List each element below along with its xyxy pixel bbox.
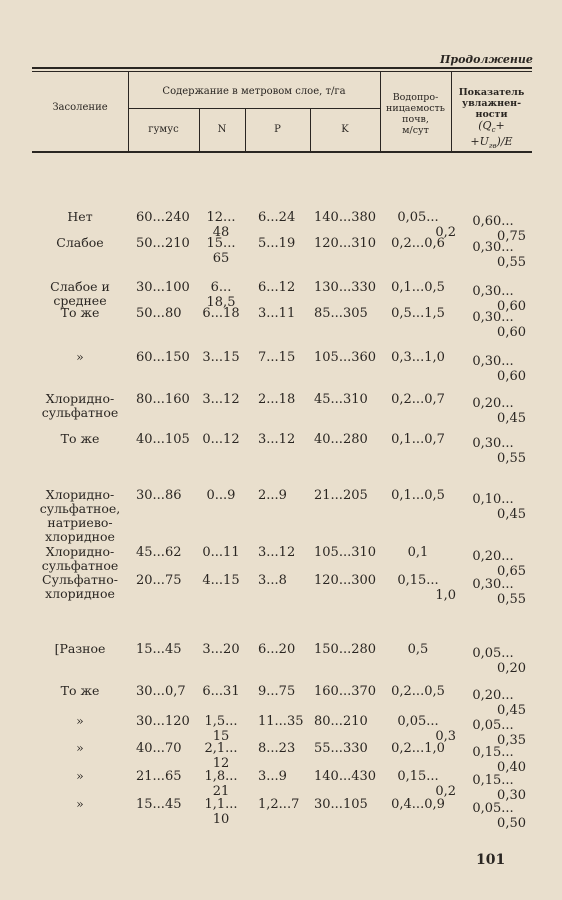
row-p-cell: 3...11 (258, 306, 296, 321)
row-salinity: » (76, 740, 84, 755)
row-salinity: [Разное (54, 641, 106, 656)
row-p-cell: 8...23 (258, 741, 296, 756)
row-k-cell: 120...310 (314, 236, 377, 251)
row-water-cell: 0,15... 0,2 (397, 769, 456, 799)
row-water-cell: 0,2...0,7 (391, 392, 445, 407)
row-humus-cell: 30...86 (136, 488, 182, 503)
row-salinity: » (76, 768, 84, 783)
row-p-cell: 6...12 (258, 280, 296, 295)
row-salinity: Хлоридно- сульфатное (41, 391, 119, 420)
row-humus-cell: 21...65 (136, 769, 182, 784)
header-content-group: Содержание в метровом слое, т/га (162, 86, 346, 97)
row-n-cell: 0...12 (202, 432, 240, 447)
header-k: K (341, 124, 349, 135)
row-water-cell: 0,3...1,0 (391, 350, 445, 365)
row-water-cell: 0,2...0,5 (391, 684, 445, 699)
row-moist-cell: 0,60... 0,75 (472, 214, 526, 244)
row-humus-cell: 30...100 (136, 280, 190, 295)
row-moist-cell: 0,30... 0,60 (472, 354, 526, 384)
row-salinity: » (76, 349, 84, 364)
row-salinity: То же (60, 305, 100, 320)
row-n-cell: 1,5... 15 (204, 714, 238, 744)
row-water-cell: 0,1 (407, 545, 429, 560)
row-p-cell: 11...35 (258, 714, 304, 729)
row-moist-cell: 0,30... 0,55 (472, 436, 526, 466)
row-moist-cell: 0,30... 0,55 (472, 577, 526, 607)
page-number: 101 (476, 852, 506, 868)
row-humus-cell: 50...210 (136, 236, 190, 251)
row-n-cell: 15... 65 (206, 236, 236, 266)
header-p: P (274, 124, 281, 135)
row-n-cell: 0...9 (206, 488, 236, 503)
row-moist-cell: 0,30... 0,60 (472, 284, 526, 314)
row-salinity: Слабое и среднее (50, 279, 110, 308)
row-humus-cell: 40...70 (136, 741, 182, 756)
row-salinity: То же (60, 683, 100, 698)
row-humus-cell: 60...240 (136, 210, 190, 225)
row-moist-cell: 0,05... 0,20 (472, 646, 526, 676)
row-humus-cell: 20...75 (136, 573, 182, 588)
row-k-cell: 85...305 (314, 306, 368, 321)
row-k-cell: 40...280 (314, 432, 368, 447)
row-salinity: Хлоридно- сульфатное (41, 544, 119, 573)
row-salinity: » (76, 796, 84, 811)
row-n-cell: 4...15 (202, 573, 240, 588)
row-k-cell: 80...210 (314, 714, 368, 729)
row-p-cell: 6...24 (258, 210, 296, 225)
row-moist-cell: 0,20... 0,45 (472, 396, 526, 426)
row-salinity: Сульфатно- хлоридное (42, 572, 118, 601)
row-p-cell: 9...75 (258, 684, 296, 699)
row-humus-cell: 40...105 (136, 432, 190, 447)
row-water-cell: 0,2...0,6 (391, 236, 445, 251)
row-k-cell: 160...370 (314, 684, 377, 699)
row-humus-cell: 50...80 (136, 306, 182, 321)
row-n-cell: 6...31 (202, 684, 240, 699)
row-n-cell: 3...15 (202, 350, 240, 365)
row-k-cell: 105...360 (314, 350, 377, 365)
row-k-cell: 105...310 (314, 545, 377, 560)
row-water-cell: 0,05... 0,2 (397, 210, 456, 240)
row-k-cell: 30...105 (314, 797, 368, 812)
row-moist-cell: 0,15... 0,30 (472, 773, 526, 803)
row-p-cell: 2...18 (258, 392, 296, 407)
row-p-cell: 3...12 (258, 432, 296, 447)
row-n-cell: 6... 18,5 (206, 280, 236, 310)
row-p-cell: 2...9 (258, 488, 287, 503)
row-water-cell: 0,1...0,7 (391, 432, 445, 447)
header-salinity: Засоление (52, 102, 108, 113)
row-water-cell: 0,1...0,5 (391, 280, 445, 295)
row-water-cell: 0,2...1,0 (391, 741, 445, 756)
row-p-cell: 6...20 (258, 642, 296, 657)
row-water-cell: 0,05... 0,3 (397, 714, 456, 744)
row-salinity: » (76, 713, 84, 728)
row-humus-cell: 60...150 (136, 350, 190, 365)
row-humus-cell: 15...45 (136, 642, 182, 657)
row-humus-cell: 45...62 (136, 545, 182, 560)
row-k-cell: 140...430 (314, 769, 377, 784)
row-p-cell: 1,2...7 (258, 797, 300, 812)
row-n-cell: 12... 48 (206, 210, 236, 240)
row-water-cell: 0,5...1,5 (391, 306, 445, 321)
row-moist-cell: 0,10... 0,45 (472, 492, 526, 522)
row-n-cell: 3...12 (202, 392, 240, 407)
row-salinity: Слабое (56, 235, 104, 250)
row-k-cell: 140...380 (314, 210, 377, 225)
row-k-cell: 45...310 (314, 392, 368, 407)
row-n-cell: 1,1... 10 (204, 797, 238, 827)
row-moist-cell: 0,20... 0,45 (472, 688, 526, 718)
row-moist-cell: 0,30... 0,55 (472, 240, 526, 270)
row-n-cell: 0...11 (202, 545, 240, 560)
row-k-cell: 55...330 (314, 741, 368, 756)
row-salinity: То же (60, 431, 100, 446)
row-moist-cell: 0,05... 0,50 (472, 801, 526, 831)
row-salinity: Нет (67, 209, 93, 224)
row-k-cell: 150...280 (314, 642, 377, 657)
row-p-cell: 3...8 (258, 573, 287, 588)
row-humus-cell: 80...160 (136, 392, 190, 407)
row-salinity: Хлоридно- сульфатное, натриево- хлоридное (39, 487, 121, 544)
row-water-cell: 0,15... 1,0 (397, 573, 456, 603)
header-humus: гумус (148, 124, 179, 135)
row-k-cell: 120...300 (314, 573, 377, 588)
row-n-cell: 1,8... 21 (204, 769, 238, 799)
row-moist-cell: 0,05... 0,35 (472, 718, 526, 748)
header-n: N (217, 124, 227, 135)
row-humus-cell: 30...0,7 (136, 684, 186, 699)
row-moist-cell: 0,20... 0,65 (472, 549, 526, 579)
row-n-cell: 2,1... 12 (204, 741, 238, 771)
row-p-cell: 3...9 (258, 769, 287, 784)
row-k-cell: 21...205 (314, 488, 368, 503)
row-n-cell: 3...20 (202, 642, 240, 657)
row-k-cell: 130...330 (314, 280, 377, 295)
row-moist-cell: 0,30... 0,60 (472, 310, 526, 340)
row-water-cell: 0,4...0,9 (391, 797, 445, 812)
row-p-cell: 3...12 (258, 545, 296, 560)
row-humus-cell: 30...120 (136, 714, 190, 729)
continuation-label: Продолжение (440, 53, 533, 66)
header-moisture: Показатель увлажнен- ности ($Q_c+$ $+U_{гв})/E$ (458, 87, 525, 151)
row-water-cell: 0,5 (407, 642, 429, 657)
row-p-cell: 5...19 (258, 236, 296, 251)
row-p-cell: 7...15 (258, 350, 296, 365)
row-water-cell: 0,1...0,5 (391, 488, 445, 503)
header-water: Водопро- ницаемость почв, м/сут (386, 92, 445, 136)
row-moist-cell: 0,15... 0,40 (472, 745, 526, 775)
row-n-cell: 6...18 (202, 306, 240, 321)
row-humus-cell: 15...45 (136, 797, 182, 812)
